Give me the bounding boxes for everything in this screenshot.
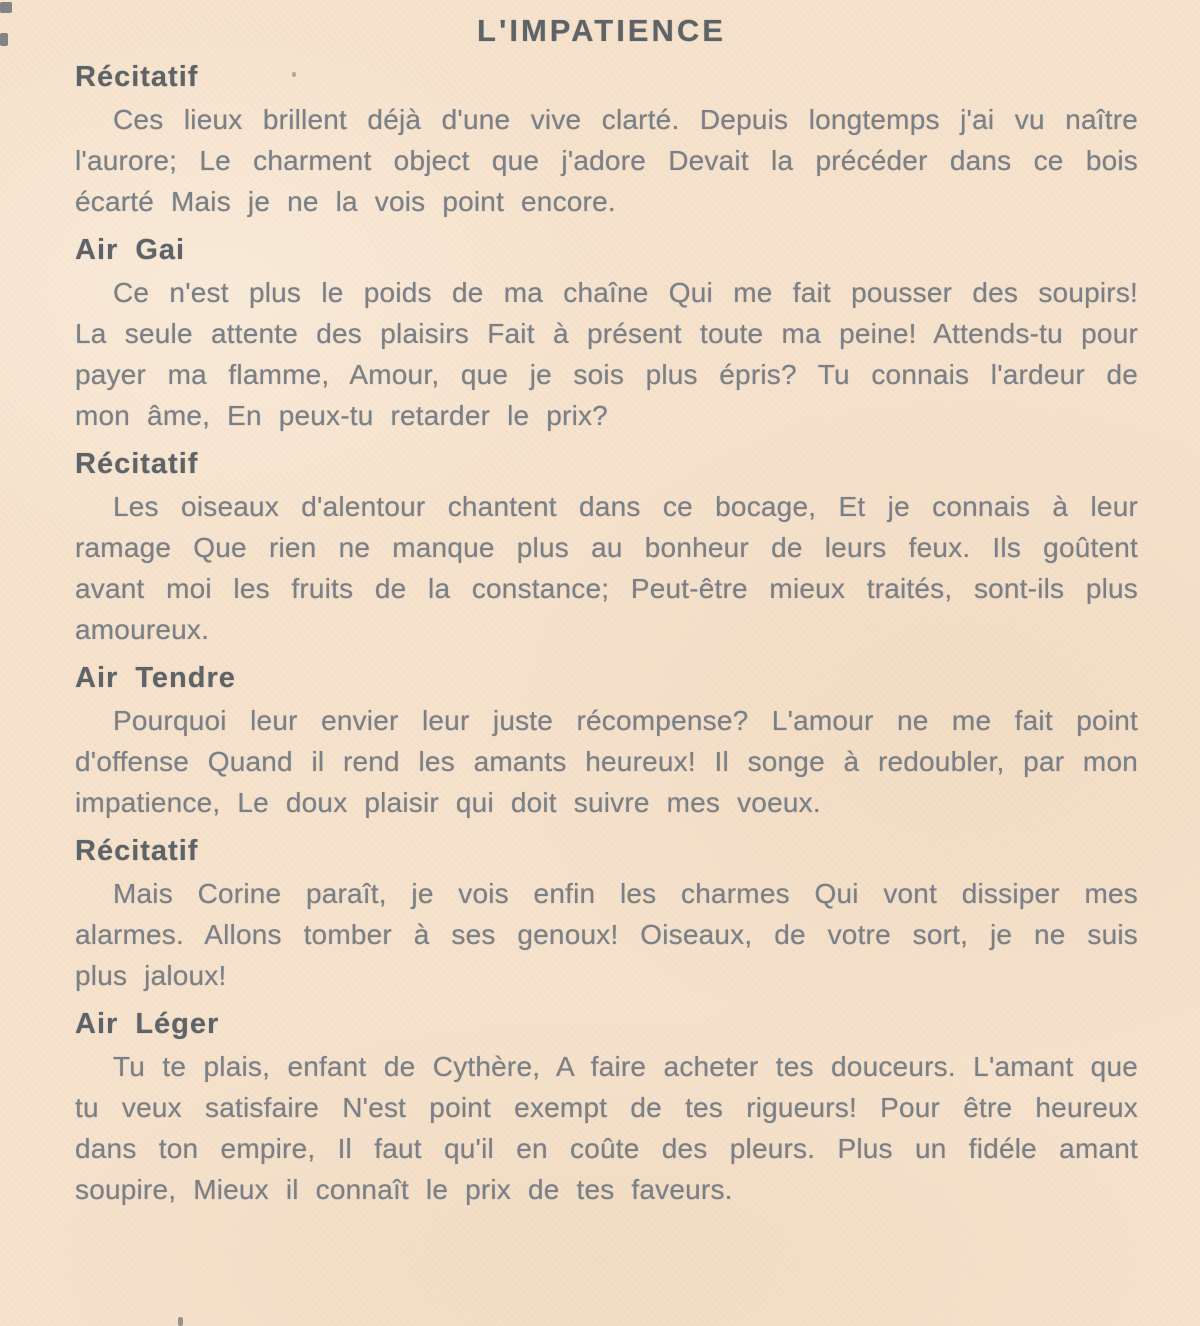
section-recitatif-1 [75,61,1138,222]
scan-artifact [0,2,12,13]
section-heading: Récitatif [75,448,199,480]
section-paragraph: Tu te plais, enfant de Cythère, A faire acheter tes douceurs. L'amant que tu veux satisfaire N'est point exempt de tes rigueurs! Pour être heureux dans ton empire, Il faut qu'il en coûte des pleurs. Plus un fidéle amant soupire, Mieux il connaît le prix de tes faveurs. [75,1051,1138,1205]
page-title: L'IMPATIENCE [477,13,726,48]
scan-artifact [0,33,8,46]
section-paragraph: Les oiseaux d'alentour chantent dans ce bocage, Et je connais à leur ramage Que rien ne manque plus au bonheur de leurs feux. Ils goûtent avant moi les fruits de la constance; Peut-être mieux traités, sont-ils plus amoureux. [75,491,1138,645]
section-paragraph: Ce n'est plus le poids de ma chaîne Qui me fait pousser des soupirs! La seule attente des plaisirs Fait à présent toute ma peine! Attends-tu pour payer ma flamme, Amour, que je sois plus épris? Tu connais l'ardeur de mon âme, En peux-tu retarder le prix? [75,277,1138,431]
scan-artifact [292,72,296,77]
section-heading: Récitatif [75,835,199,867]
section-heading: Récitatif [75,61,199,93]
section-air-gai [75,234,1138,436]
section-heading: Air Tendre [75,662,236,694]
section-air-tendre [75,662,1138,823]
section-paragraph: Pourquoi leur envier leur juste récompense? L'amour ne me fait point d'offense Quand il rend les amants heureux! Il songe à redoubler, par mon impatience, Le doux plaisir qui doit suivre mes voeux. [75,705,1138,818]
section-recitatif-3 [75,835,1138,996]
section-heading: Air Léger [75,1008,220,1040]
section-paragraph: Ces lieux brillent déjà d'une vive clarté. Depuis longtemps j'ai vu naître l'aurore; Le charment object que j'adore Devait la précéder dans ce bois écarté Mais je ne la vois point encore. [75,104,1138,217]
scan-artifact [178,1317,183,1326]
section-air-leger [75,1008,1138,1210]
section-heading: Air Gai [75,234,186,266]
section-paragraph: Mais Corine paraît, je vois enfin les charmes Qui vont dissiper mes alarmes. Allons tomber à ses genoux! Oiseaux, de votre sort, je ne suis plus jaloux! [75,878,1138,991]
section-recitatif-2 [75,448,1138,650]
